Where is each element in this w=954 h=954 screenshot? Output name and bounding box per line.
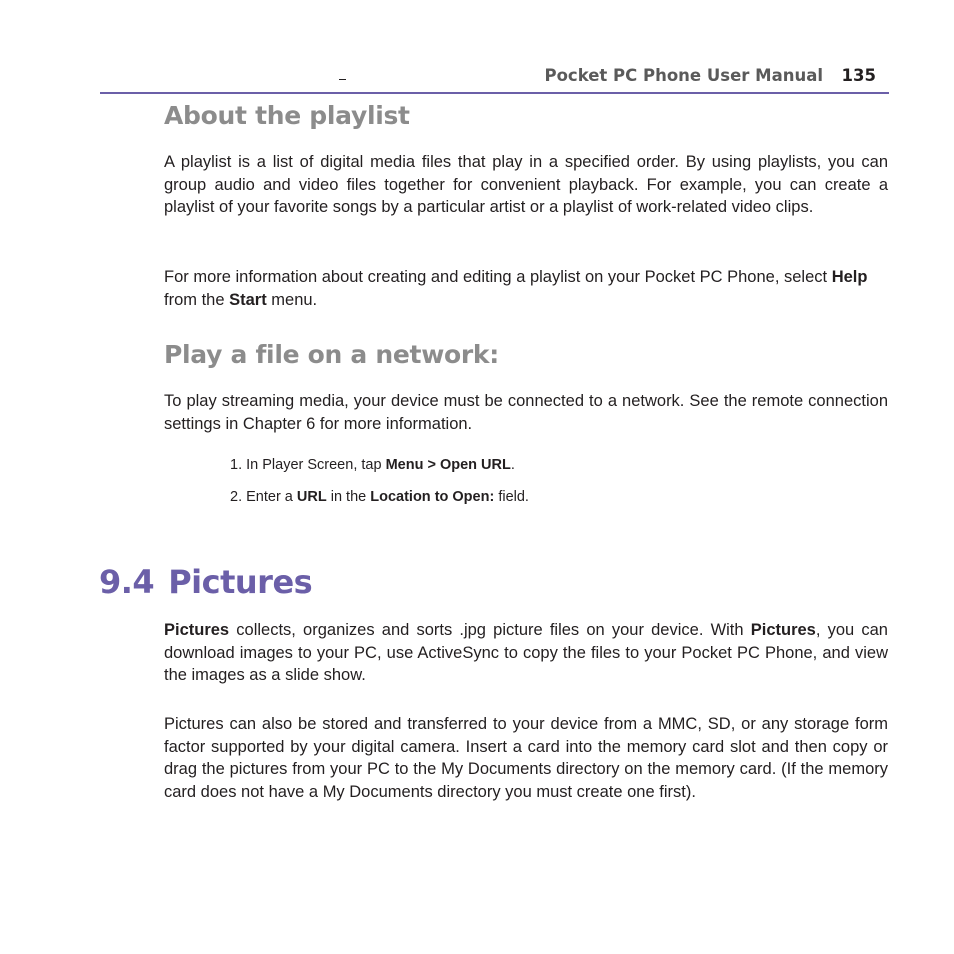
start-term: Start xyxy=(229,290,267,309)
section-title: Pictures xyxy=(168,563,313,601)
playlist-paragraph-2: For more information about creating and editing a playlist on your Pocket PC Phone, select Help from the Start menu. xyxy=(164,268,868,309)
section-heading-pictures xyxy=(99,563,312,601)
page-number: 135 xyxy=(841,66,876,85)
help-term: Help xyxy=(831,268,868,286)
step-2: 2. Enter a URL in the Location to Open: field. xyxy=(230,489,529,505)
step-1: 1. In Player Screen, tap Menu > Open URL. xyxy=(230,457,515,473)
page-header xyxy=(100,62,889,94)
section-number: 9.4 xyxy=(99,563,155,601)
manual-title: Pocket PC Phone User Manual xyxy=(544,66,823,85)
header-mark xyxy=(339,79,346,80)
network-paragraph: To play streaming media, your device must be connected to a network. See the remote connection settings in Chapter 6 for more information. xyxy=(164,392,888,433)
playlist-paragraph-1: A playlist is a list of digital media files that play in a specified order. By using playlists, you can group audio and video files together for convenient playback. For example, you can create a playlist of your favorite songs by a particular artist or a playlist of work-related video clips. xyxy=(164,153,888,216)
pictures-paragraph-2: Pictures can also be stored and transferred to your device from a MMC, SD, or any storage form factor supported by your digital camera. Insert a card into the memory card slot and then copy or drag the pictures from your PC to the My Documents directory on the memory card. (If the memory card does not have a My Documents directory you must create one first). xyxy=(164,715,888,801)
pictures-paragraph-1: Pictures collects, organizes and sorts .jpg picture files on your device. With Pictures, you can download images to your PC, use ActiveSync to copy the files to your Pocket PC Phone, and view the images as a slide show. xyxy=(164,621,888,684)
heading-play-network: Play a file on a network: xyxy=(164,340,499,369)
heading-about-playlist: About the playlist xyxy=(164,101,410,130)
